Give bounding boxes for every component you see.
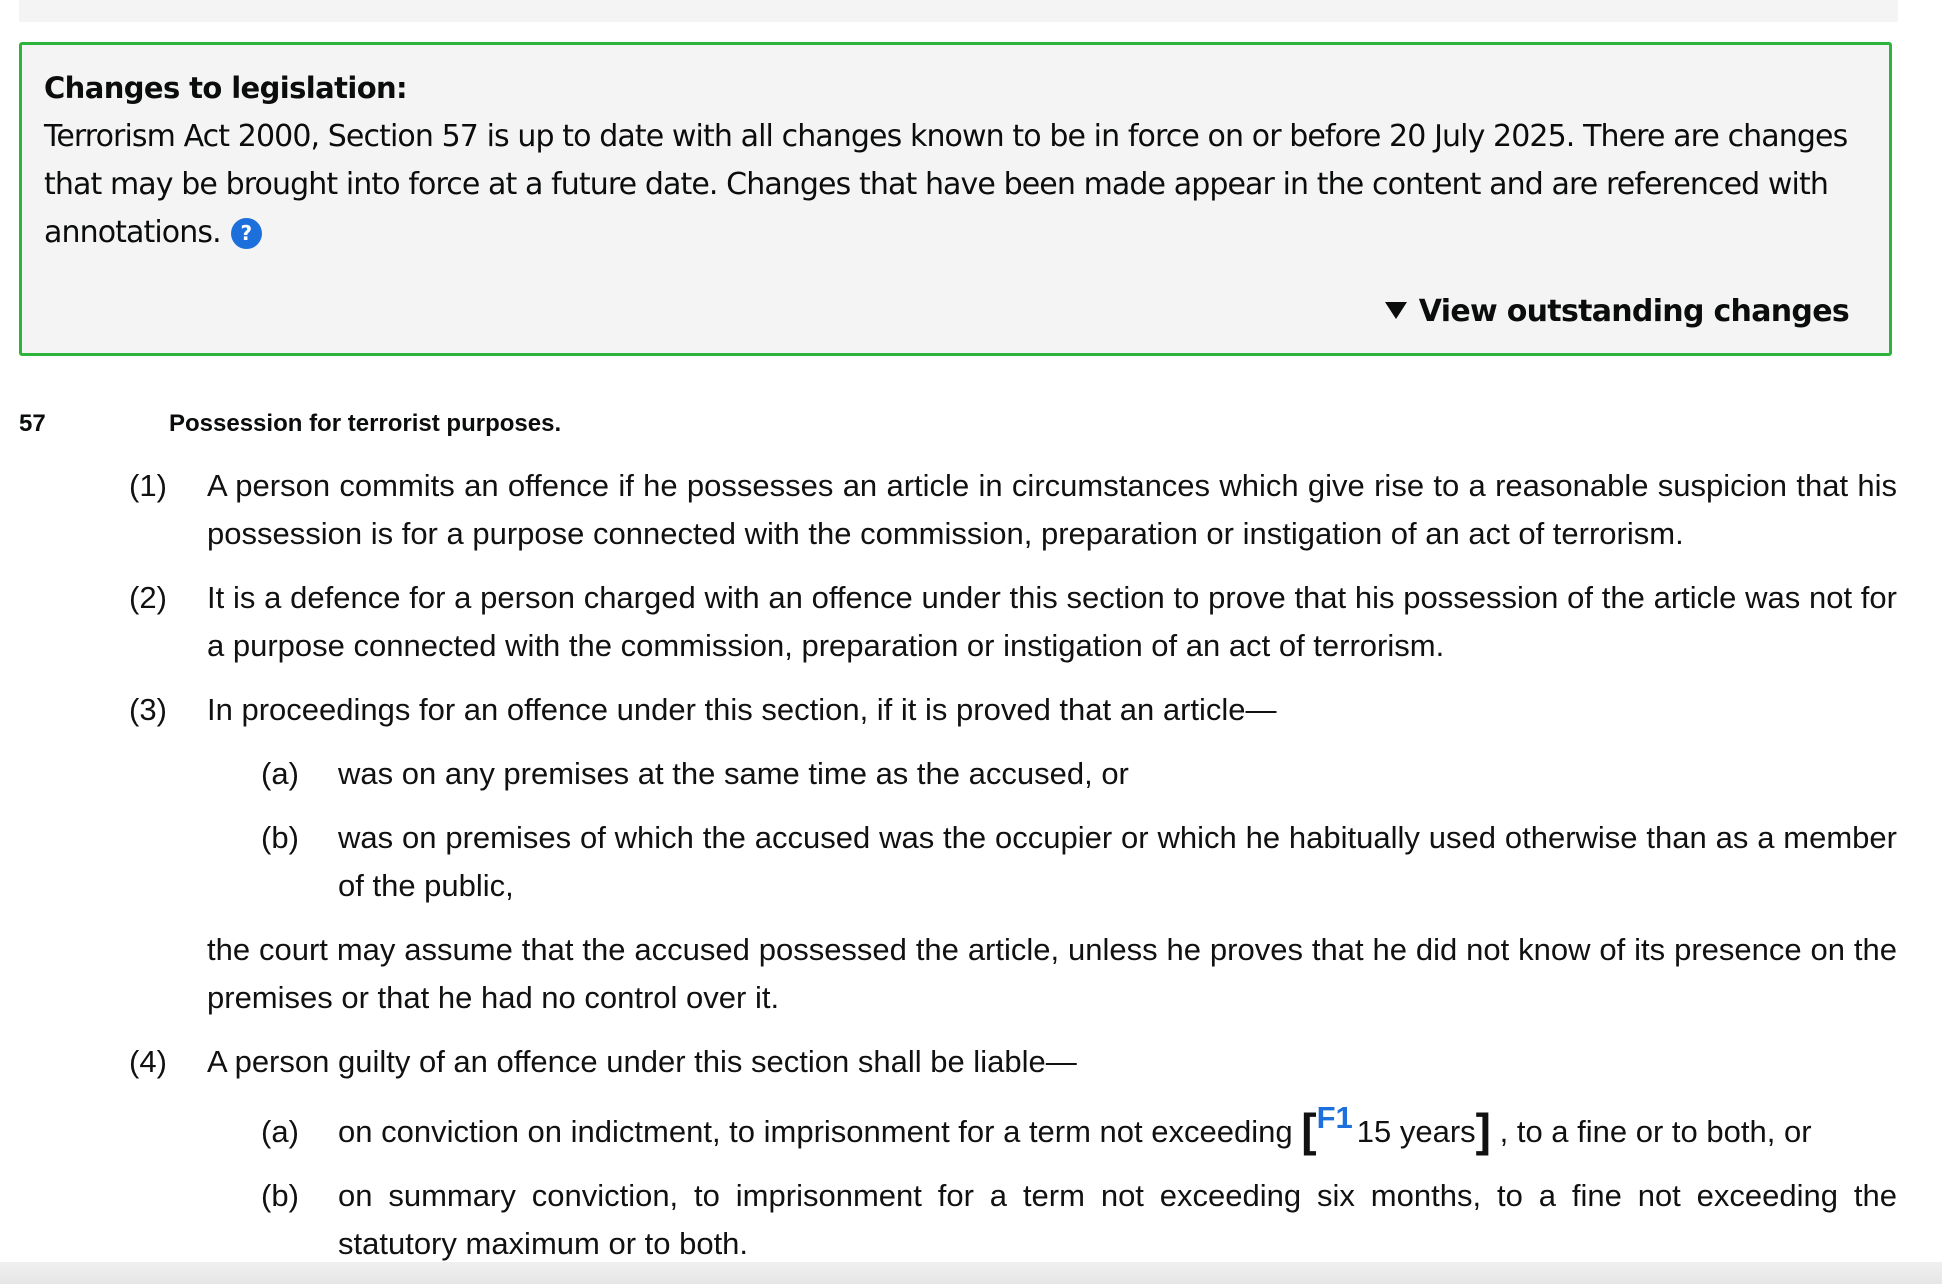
- paragraph-text: was on premises of which the accused was the occupier or which he habitually used otherwise than as a member of the public,: [338, 820, 1897, 903]
- section-title: Possession for terrorist purposes.: [169, 410, 562, 437]
- amendment-open-bracket: [: [1301, 1104, 1317, 1156]
- subsection-text: It is a defence for a person charged with an offence under this section to prove that his possession of the article was not for a purpose connected with the commission, preparation or instigation of an act of terrorism.: [207, 580, 1897, 663]
- subsection-text: A person commits an offence if he possesses an article in circumstances which give rise to a reasonable suspicion that his possession is for a purpose connected with the commission, preparation or instigation of an act of terrorism.: [207, 468, 1897, 551]
- paragraph-text: on summary conviction, to imprisonment for a term not exceeding six months, to a fine not exceeding the statutory maximum or to both.: [338, 1178, 1897, 1261]
- amended-text: 15 years: [1356, 1114, 1476, 1149]
- top-strip: [19, 0, 1898, 22]
- triangle-down-icon: [1385, 302, 1407, 319]
- subsection-3: [0, 686, 1942, 734]
- paragraph-number: (b): [261, 1178, 299, 1213]
- paragraph-4a: [0, 1100, 1942, 1156]
- notice-heading: Changes to legislation:: [44, 71, 408, 105]
- section-content: [0, 462, 1942, 1268]
- subsection-4: [0, 1038, 1942, 1086]
- subsection-text: In proceedings for an offence under this section, if it is proved that an article—: [207, 692, 1277, 727]
- paragraph-text-after: , to a fine or to both, or: [1499, 1114, 1812, 1149]
- subsection-text: A person guilty of an offence under this section shall be liable—: [207, 1044, 1077, 1079]
- subsection-number: (3): [129, 692, 167, 727]
- paragraph-4b: [0, 1172, 1942, 1268]
- notice-body: Terrorism Act 2000, Section 57 is up to date with all changes known to be in force on or before 20 July 2025. There are changes that may be brought into force at a future date. Changes that have been made appear in the content and are referenced with annotations.: [44, 119, 1848, 250]
- paragraph-text-before: on conviction on indictment, to imprisonment for a term not exceeding: [338, 1114, 1293, 1149]
- notice-text: [44, 113, 1867, 257]
- paragraph-text: was on any premises at the same time as the accused, or: [338, 756, 1129, 791]
- paragraph-3a: [0, 750, 1942, 798]
- subsection-3-continuation: the court may assume that the accused possessed the article, unless he proves that he did not know of its presence on the premises or that he had no control over it.: [207, 932, 1897, 1015]
- view-changes-label: View outstanding changes: [1418, 294, 1849, 329]
- changes-to-legislation-notice: [19, 42, 1892, 356]
- bottom-fade: [0, 1262, 1942, 1284]
- paragraph-number: (a): [261, 1114, 299, 1149]
- amendment-close-bracket: ]: [1475, 1104, 1491, 1156]
- footnote-f1-link[interactable]: F1: [1316, 1100, 1353, 1135]
- subsection-1: [0, 462, 1942, 558]
- paragraph-text: [338, 1100, 1897, 1156]
- section-number: 57: [19, 410, 46, 437]
- subsection-2: [0, 574, 1942, 670]
- paragraph-number: (b): [261, 820, 299, 855]
- help-icon[interactable]: ?: [231, 218, 262, 249]
- view-outstanding-changes-toggle[interactable]: [1385, 292, 1849, 332]
- subsection-number: (1): [129, 468, 167, 503]
- paragraph-3b: [0, 814, 1942, 910]
- subsection-number: (4): [129, 1044, 167, 1079]
- subsection-number: (2): [129, 580, 167, 615]
- paragraph-number: (a): [261, 756, 299, 791]
